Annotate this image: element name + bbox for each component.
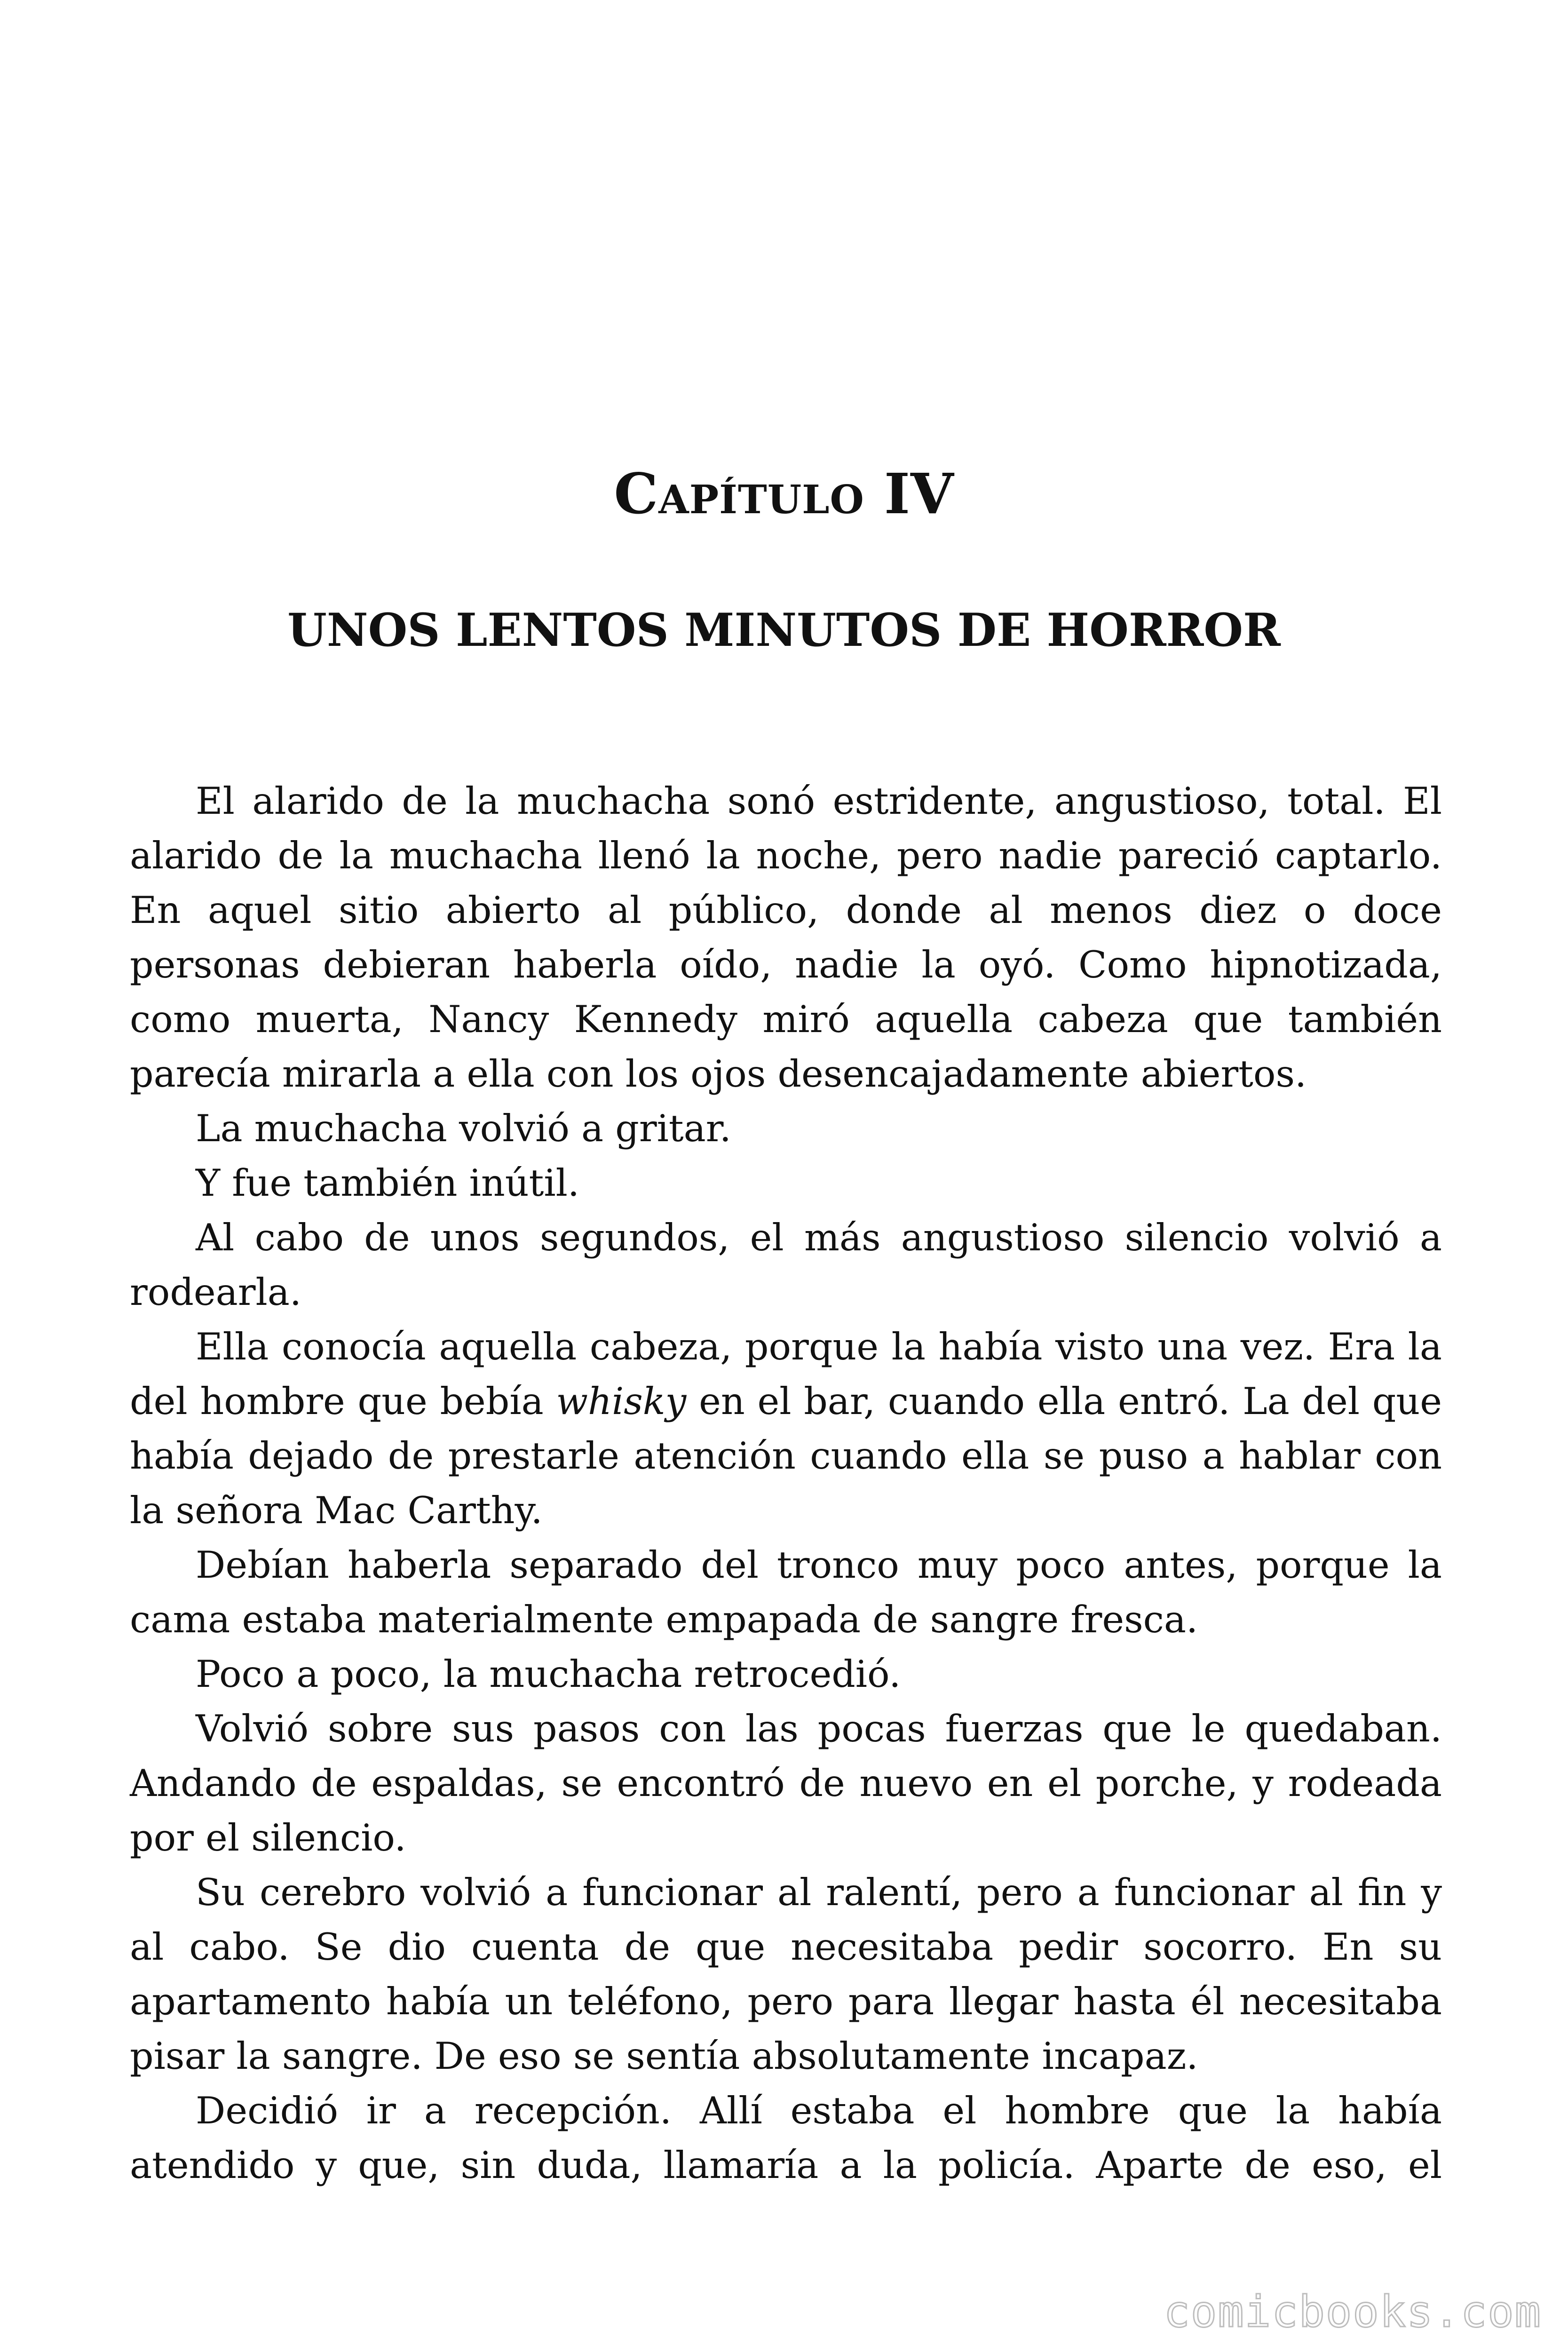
- paragraph: [130, 1647, 1442, 1701]
- paragraph-text: en el bar, cuando ella entró. La del que había dejado de prestarle atención cuando ella se puso a hablar con la señora Mac Carthy.: [130, 1380, 1442, 1532]
- paragraph: [130, 1701, 1442, 1865]
- paragraph-text: Poco a poco, la muchacha retrocedió.: [196, 1653, 901, 1696]
- paragraph: [130, 774, 1442, 1101]
- paragraph: [130, 1538, 1442, 1647]
- chapter-body: [130, 774, 1442, 2193]
- paragraph-text: Decidió ir a recepción. Allí estaba el hombre que la había atendido y que, sin duda, llamaría a la policía. Aparte de eso, el: [130, 2089, 1442, 2187]
- paragraph: [130, 1210, 1442, 1319]
- paragraph-text: Ella conocía aquella cabeza, porque la había visto una vez. Era la del hombre que bebía: [130, 1325, 1442, 1423]
- italic-word: whisky: [556, 1380, 687, 1423]
- paragraph: [130, 1156, 1442, 1210]
- paragraph-text: Debían haberla separado del tronco muy poco antes, porque la cama estaba materialmente empapada de sangre fresca.: [130, 1543, 1442, 1641]
- paragraph-text: Al cabo de unos segundos, el más angustioso silencio volvió a rodearla.: [130, 1216, 1442, 1314]
- paragraph: [130, 1319, 1442, 1538]
- paragraph-text: Volvió sobre sus pasos con las pocas fuerzas que le quedaban. Andando de espaldas, se encontró de nuevo en el porche, y rodeada por el silencio.: [130, 1707, 1442, 1859]
- paragraph: [130, 2083, 1442, 2193]
- chapter-title: Capítulo IV: [614, 461, 954, 526]
- chapter-subtitle: UNOS LENTOS MINUTOS DE HORROR: [287, 604, 1281, 657]
- watermark: comicbooks.com: [1164, 2287, 1542, 2337]
- paragraph-text: Su cerebro volvió a funcionar al ralentí, pero a funcionar al fin y al cabo. Se dio cuenta de que necesitaba pedir socorro. En su apartamento había un teléfono, pero para llegar hasta él necesitaba pisar la sangre. De eso se sentía absolutamente incapaz.: [130, 1871, 1442, 2078]
- paragraph-text: La muchacha volvió a gritar.: [196, 1107, 731, 1150]
- paragraph: [130, 1101, 1442, 1156]
- paragraph-text: Y fue también inútil.: [196, 1161, 579, 1205]
- paragraph-text: El alarido de la muchacha sonó estridente, angustioso, total. El alarido de la muchacha llenó la noche, pero nadie pareció captarlo. En aquel sitio abierto al público, donde al menos diez o doce personas debieran haberla oído, nadie la oyó. Como hipnotizada, como muerta, Nancy Kennedy miró aquella cabeza que también parecía mirarla a ella con los ojos desencajadamente abiertos.: [130, 779, 1442, 1096]
- paragraph: [130, 1865, 1442, 2083]
